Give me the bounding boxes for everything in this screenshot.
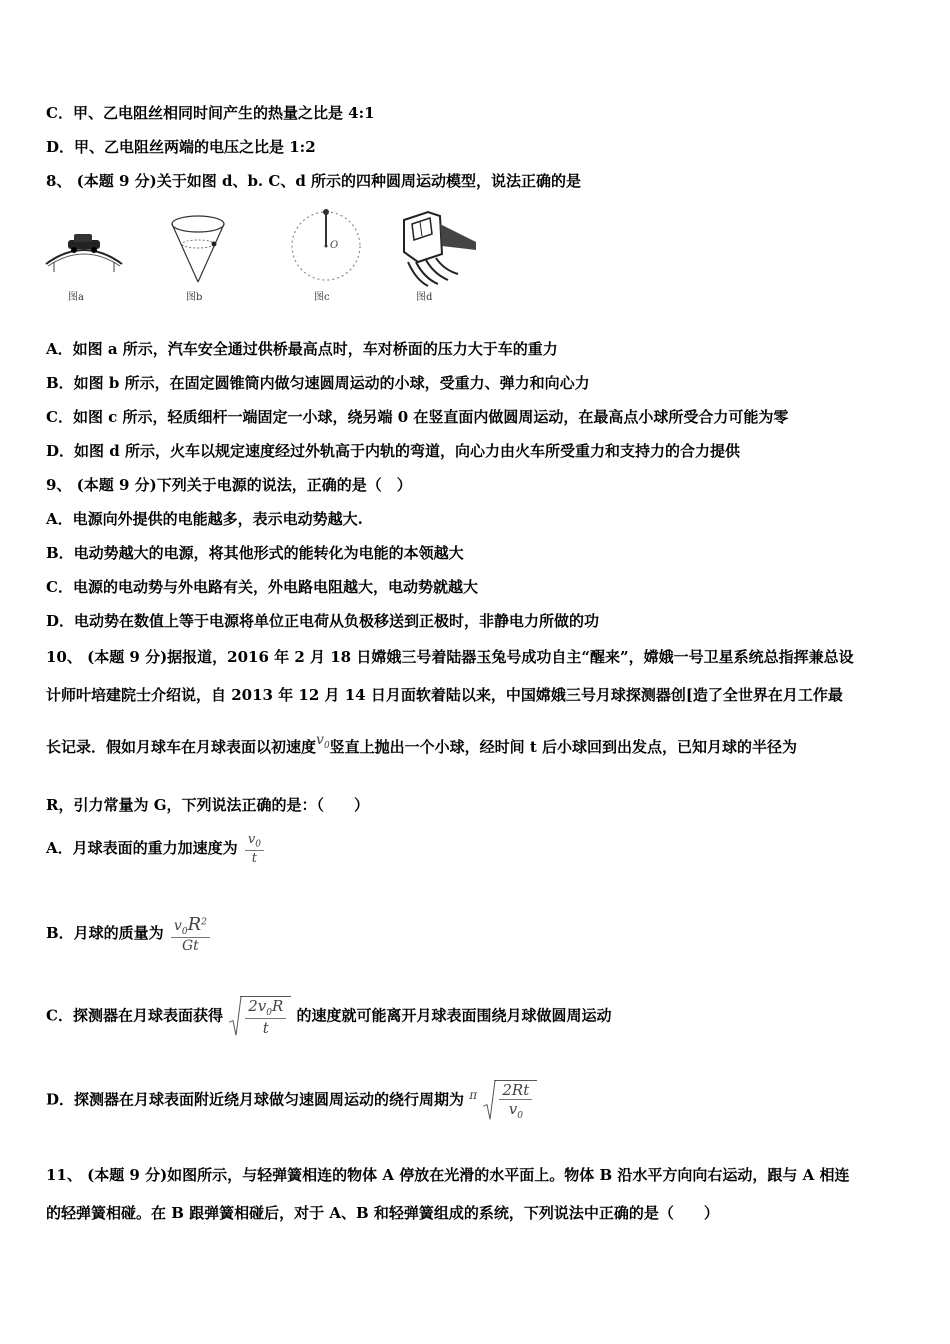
- figure-d-train: [398, 206, 482, 302]
- escape-velocity-sqrt: $\frac{2v_0R}{t}$: [228, 996, 291, 1037]
- figure-b-label: 图b: [186, 292, 203, 303]
- q10-option-c: C．探测器在月球表面获得 $\frac{2v_0R}{t}$ 的速度就可能离开月球表面围绕月球做圆周运动: [46, 997, 612, 1037]
- q8-option-c: C．如图 c 所示，轻质细杆一端固定一小球，绕另端 0 在竖直面内做圆周运动，在最高点小球所受合力可能为零: [46, 408, 789, 426]
- q10-option-a: A．月球表面的重力加速度为 $\frac{v_0}{t}$: [46, 832, 910, 866]
- gravity-fraction: $\frac{v_0}{t}$: [245, 832, 264, 866]
- rod-circle-icon: [288, 206, 364, 286]
- pi-symbol: π: [469, 1087, 478, 1102]
- figure-c-label: 图c: [314, 292, 330, 303]
- initial-velocity-symbol: $v_0$: [316, 732, 330, 751]
- cone-icon: [168, 210, 228, 286]
- figure-a-label: 图a: [68, 292, 84, 303]
- q10-line-1: 10、 (本题 9 分)据报道，2016 年 2 月 18 日嫦娥三号着陆器玉兔号成功自主“醒来”，嫦娥一号卫星系统总指挥兼总设: [46, 648, 854, 666]
- q10-option-d: D．探测器在月球表面附近绕月球做匀速圆周运动的绕行周期为 $^\pi$ $\frac{2Rt}{v_0}$: [46, 1080, 910, 1121]
- q11-line-2: 的轻弹簧相碰。在 B 跟弹簧相碰后，对于 A、B 和轻弹簧组成的系统，下列说法中正确的是（ ）: [46, 1204, 719, 1222]
- q10-line-2: 计师叶培建院士介绍说，自 2013 年 12 月 14 日月面软着陆以来，中国嫦娥三号月球探测器创[造了全世界在月工作最: [46, 686, 843, 704]
- figure-b-cone: [168, 210, 228, 302]
- q10-line-3-start: 长记录．假如月球车在月球表面以初速度: [46, 738, 317, 756]
- q9-option-a: A．电源向外提供的电能越多，表示电动势越大.: [46, 510, 363, 528]
- figure-c-rod: [288, 206, 364, 302]
- q9-option-c: C．电源的电动势与外电路有关，外电路电阻越大，电动势就越大: [46, 578, 478, 596]
- figure-d-label: 图d: [416, 292, 433, 303]
- sqrt-radical-icon: [228, 996, 242, 1037]
- q9-stem: 9、 (本题 9 分)下列关于电源的说法，正确的是（ ）: [46, 476, 412, 494]
- bridge-car-icon: [44, 222, 124, 282]
- q11-line-1: 11、 (本题 9 分)如图所示，与轻弹簧相连的物体 A 停放在光滑的水平面上。物体 B 沿水平方向向右运动，跟与 A 相连: [46, 1166, 850, 1184]
- train-icon: [398, 206, 482, 288]
- q7-option-c: C．甲、乙电阻丝相同时间产生的热量之比是 4:1: [46, 104, 375, 122]
- q10-line-3-end: 竖直上抛出一个小球，经时间 t 后小球回到出发点，已知月球的半径为: [329, 738, 798, 756]
- q8-stem: 8、 (本题 9 分)关于如图 d、b. C、d 所示的四种圆周运动模型，说法正确的是: [46, 172, 582, 190]
- sqrt-radical-icon: [482, 1080, 496, 1121]
- q10-line-3: [46, 732, 910, 759]
- q8-option-b: B．如图 b 所示，在固定圆锥筒内做匀速圆周运动的小球，受重力、弹力和向心力: [46, 374, 590, 392]
- period-sqrt: $\frac{2Rt}{v_0}$: [482, 1080, 537, 1121]
- figure-a-bridge-car: [44, 222, 124, 302]
- q8-option-a: A．如图 a 所示，汽车安全通过供桥最高点时，车对桥面的压力大于车的重力: [46, 340, 558, 358]
- mass-fraction: $\frac{v_0R^2}{Gt}$: [171, 914, 210, 954]
- q10-line-4: R，引力常量为 G，下列说法正确的是：（ ）: [46, 796, 370, 814]
- q7-option-d: D．甲、乙电阻丝两端的电压之比是 1:2: [46, 138, 316, 156]
- q9-option-b: B．电动势越大的电源，将其他形式的能转化为电能的本领越大: [46, 544, 464, 562]
- q8-option-d: D．如图 d 所示，火车以规定速度经过外轨高于内轨的弯道，向心力由火车所受重力和支持力的合力提供: [46, 442, 740, 460]
- q9-option-d: D．电动势在数值上等于电源将单位正电荷从负极移送到正极时，非静电力所做的功: [46, 612, 600, 630]
- q10-option-b: B．月球的质量为 $\frac{v_0R^2}{Gt}$: [46, 914, 910, 954]
- figure-c-pivot-label: O: [330, 240, 339, 251]
